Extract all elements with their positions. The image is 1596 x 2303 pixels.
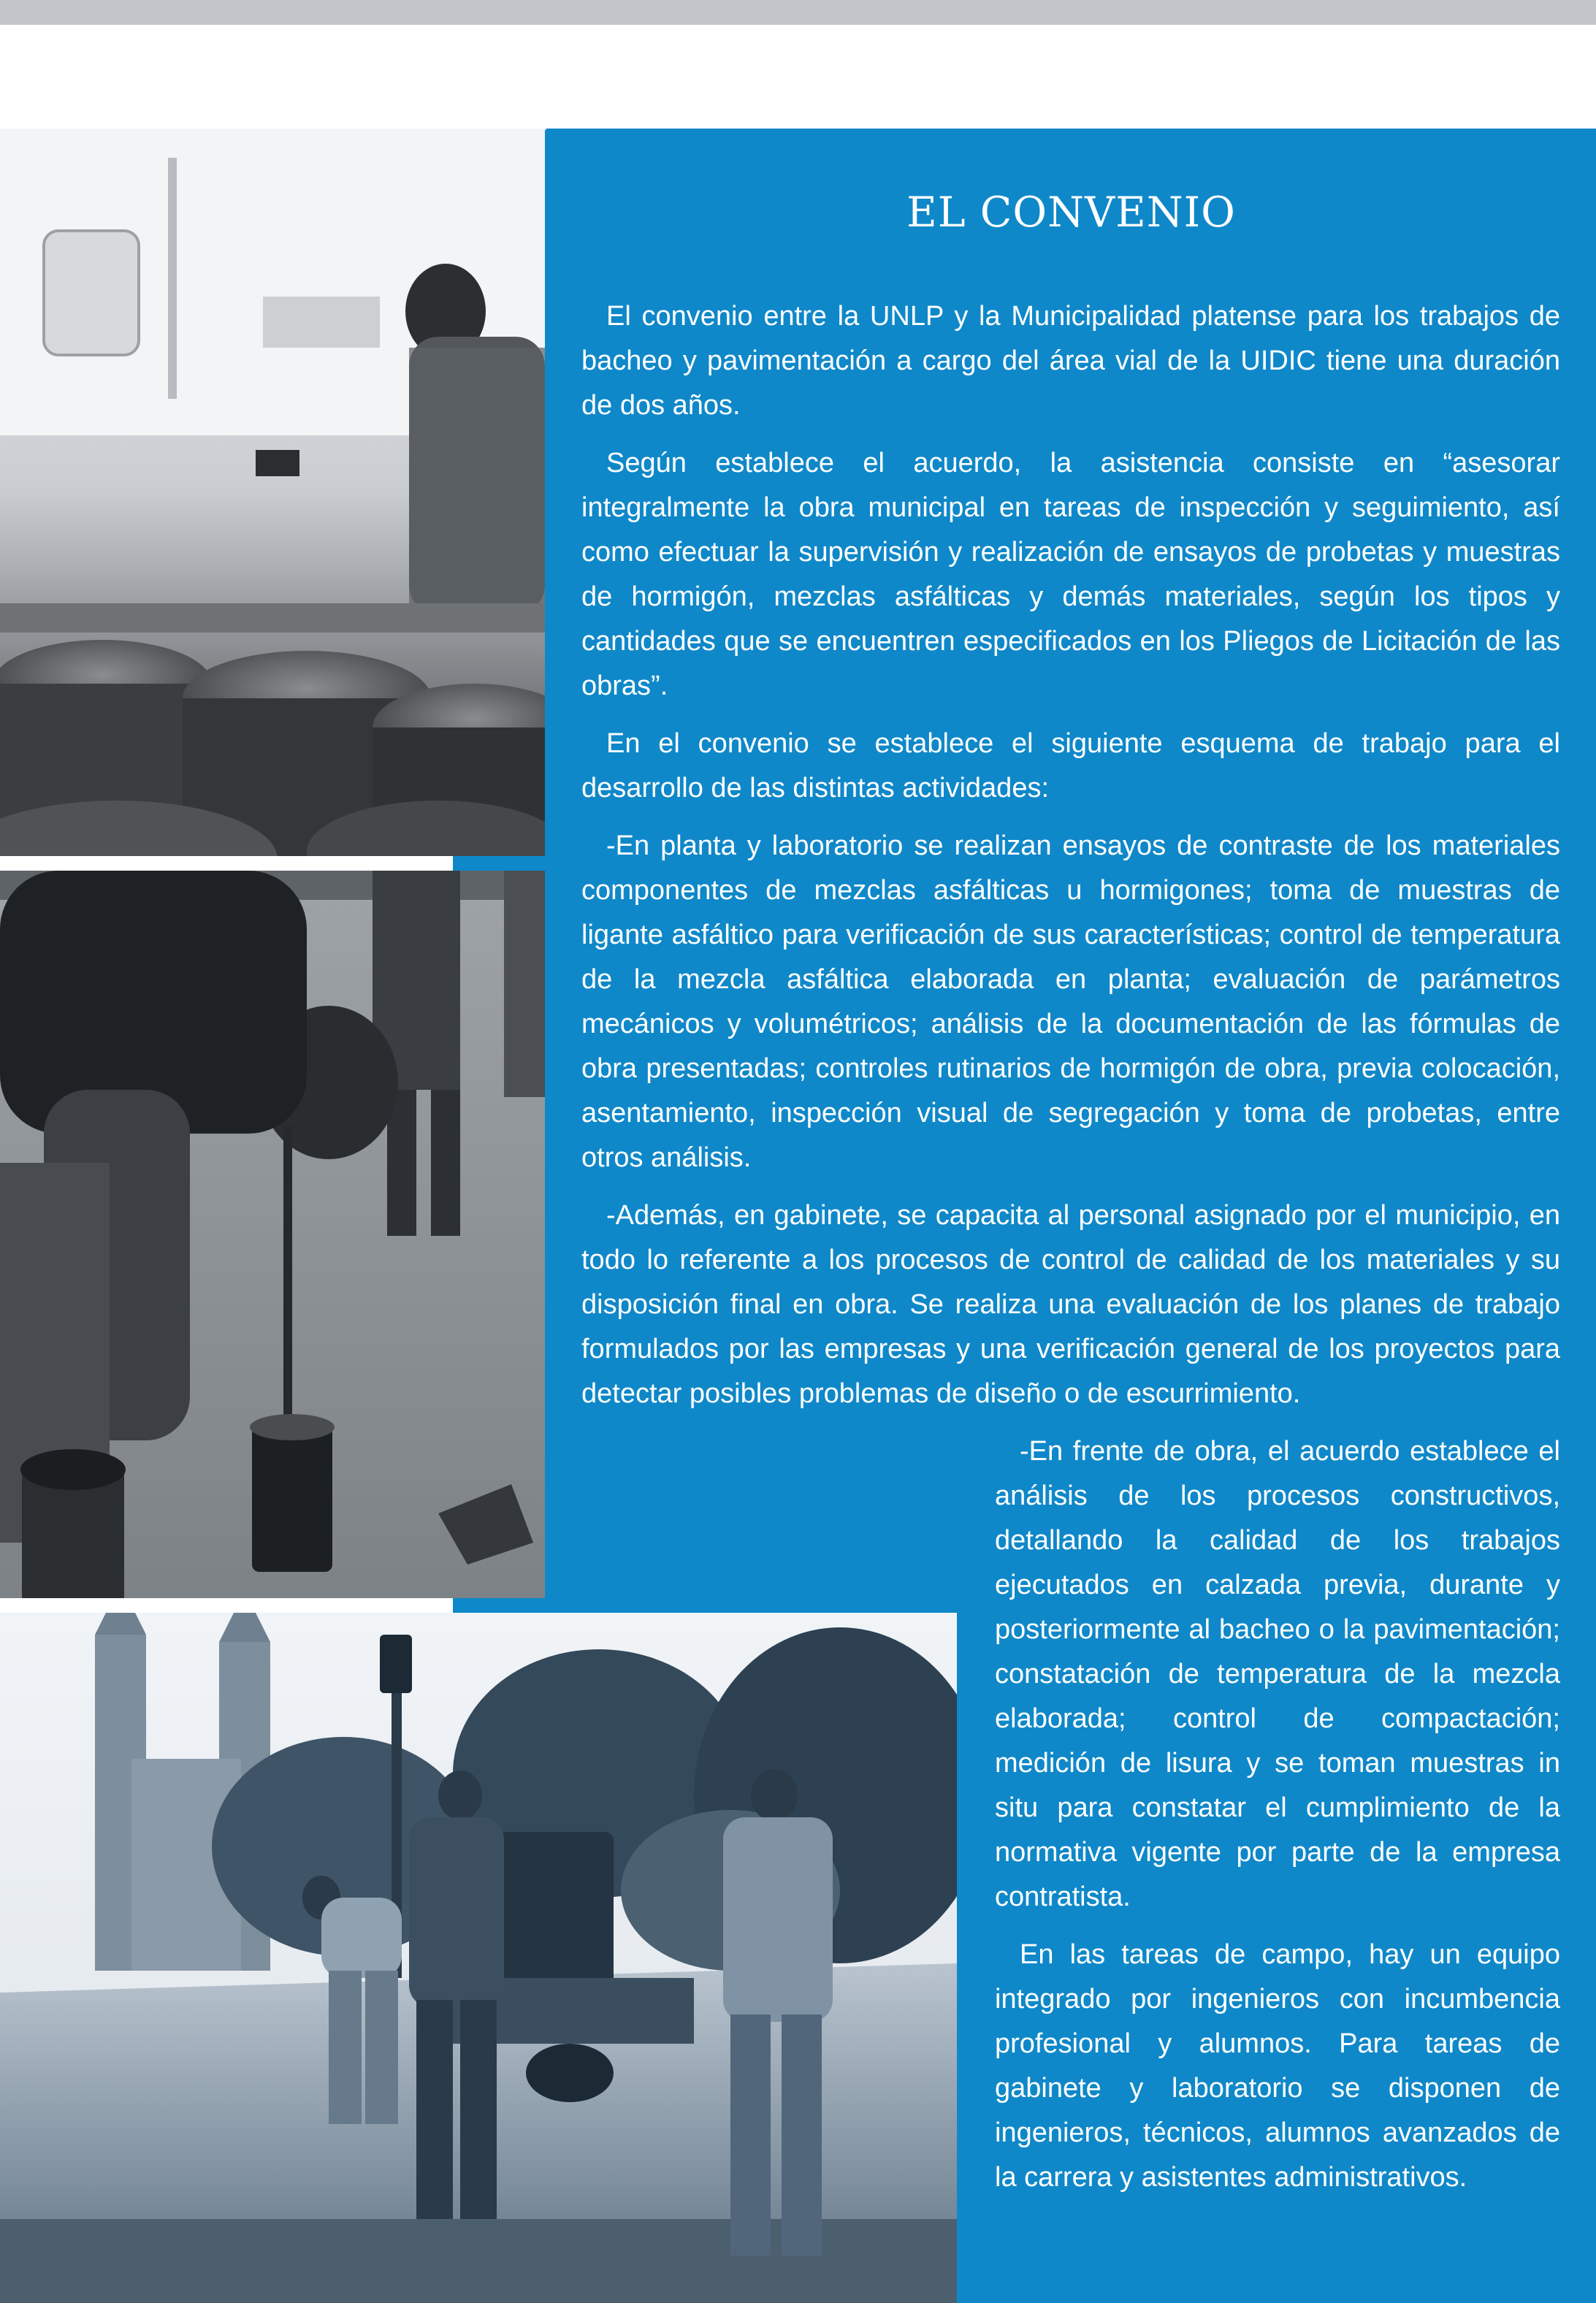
photo-laboratory-image — [0, 129, 545, 856]
paragraph-field-team: En las tareas de campo, hay un equipo integrado por ingenieros con incumbencia profesional y alumnos. Para tareas de gabinete y laboratorio se disponen de ingenieros, técnicos, alumnos avanzados de la carrera y asistentes administrativos. — [995, 1939, 1560, 2193]
paragraph-work-front: -En frente de obra, el acuerdo establece el análisis de los procesos constructivos, detallando la calidad de los trabajos ejecutados en calzada previa, durante y posteriormente al bacheo o la pavimentación; constatación de temperatura de la mezcla elaborada; control de compactación; medición de lisura y se toman muestras in situ para constatar el cumplimiento de la normativa vigente por parte de la empresa contratista. — [995, 1436, 1560, 1912]
photo-sample-compaction — [0, 871, 545, 1598]
paragraph-plant-lab: -En planta y laboratorio se realizan ensayos de contraste de los materiales componentes de mezclas asfálticas u hormigones; toma de muestras de ligante asfáltico para verificación de sus características; control de temperatura de la mezcla asfáltica elaborada en planta; evaluación de parámetros mecánicos y volumétricos; análisis de la documentación de las fórmulas de obra presentadas; controles rutinarios de hormigón de obra, previa colocación, asentamiento, inspección visual de segregación y toma de probetas, entre otros análisis. — [581, 830, 1560, 1173]
top-bar — [0, 0, 1596, 25]
paragraph-scheme: En el convenio se establece el siguiente esquema de trabajo para el desarrollo de las distintas actividades: — [581, 728, 1560, 803]
paragraph-agreement: Según establece el acuerdo, la asistencia consiste en “asesorar integralmente la obra municipal en tareas de inspección y seguimiento, así como efectuar la supervisión y realización de ensayos de probetas y muestras de hormigón, mezclas asfálticas y demás materiales, según los tipos y cantidades que se encuentren especificados en los Pliegos de Licitación de las obras”. — [581, 448, 1560, 701]
photo-sample-compaction-image — [0, 871, 545, 1598]
page-title: EL CONVENIO — [906, 188, 1236, 237]
paragraph-intro: El convenio entre la UNLP y la Municipalidad platense para los trabajos de bacheo y pavimentación a cargo del área vial de la UIDIC tiene una duración de dos años. — [581, 301, 1560, 421]
article-body — [581, 294, 1560, 2204]
photo-laboratory — [0, 129, 545, 856]
paragraph-cabinet: -Además, en gabinete, se capacita al personal asignado por el municipio, en todo lo referente a los procesos de control de calidad de los materiales y su disposición final en obra. Se realiza una evaluación de los planes de trabajo formulados por las empresas y una verificación general de los proyectos para detectar posibles problemas de diseño o de escurrimiento. — [581, 1200, 1560, 1409]
photo-wrap-spacer — [581, 1474, 995, 2204]
